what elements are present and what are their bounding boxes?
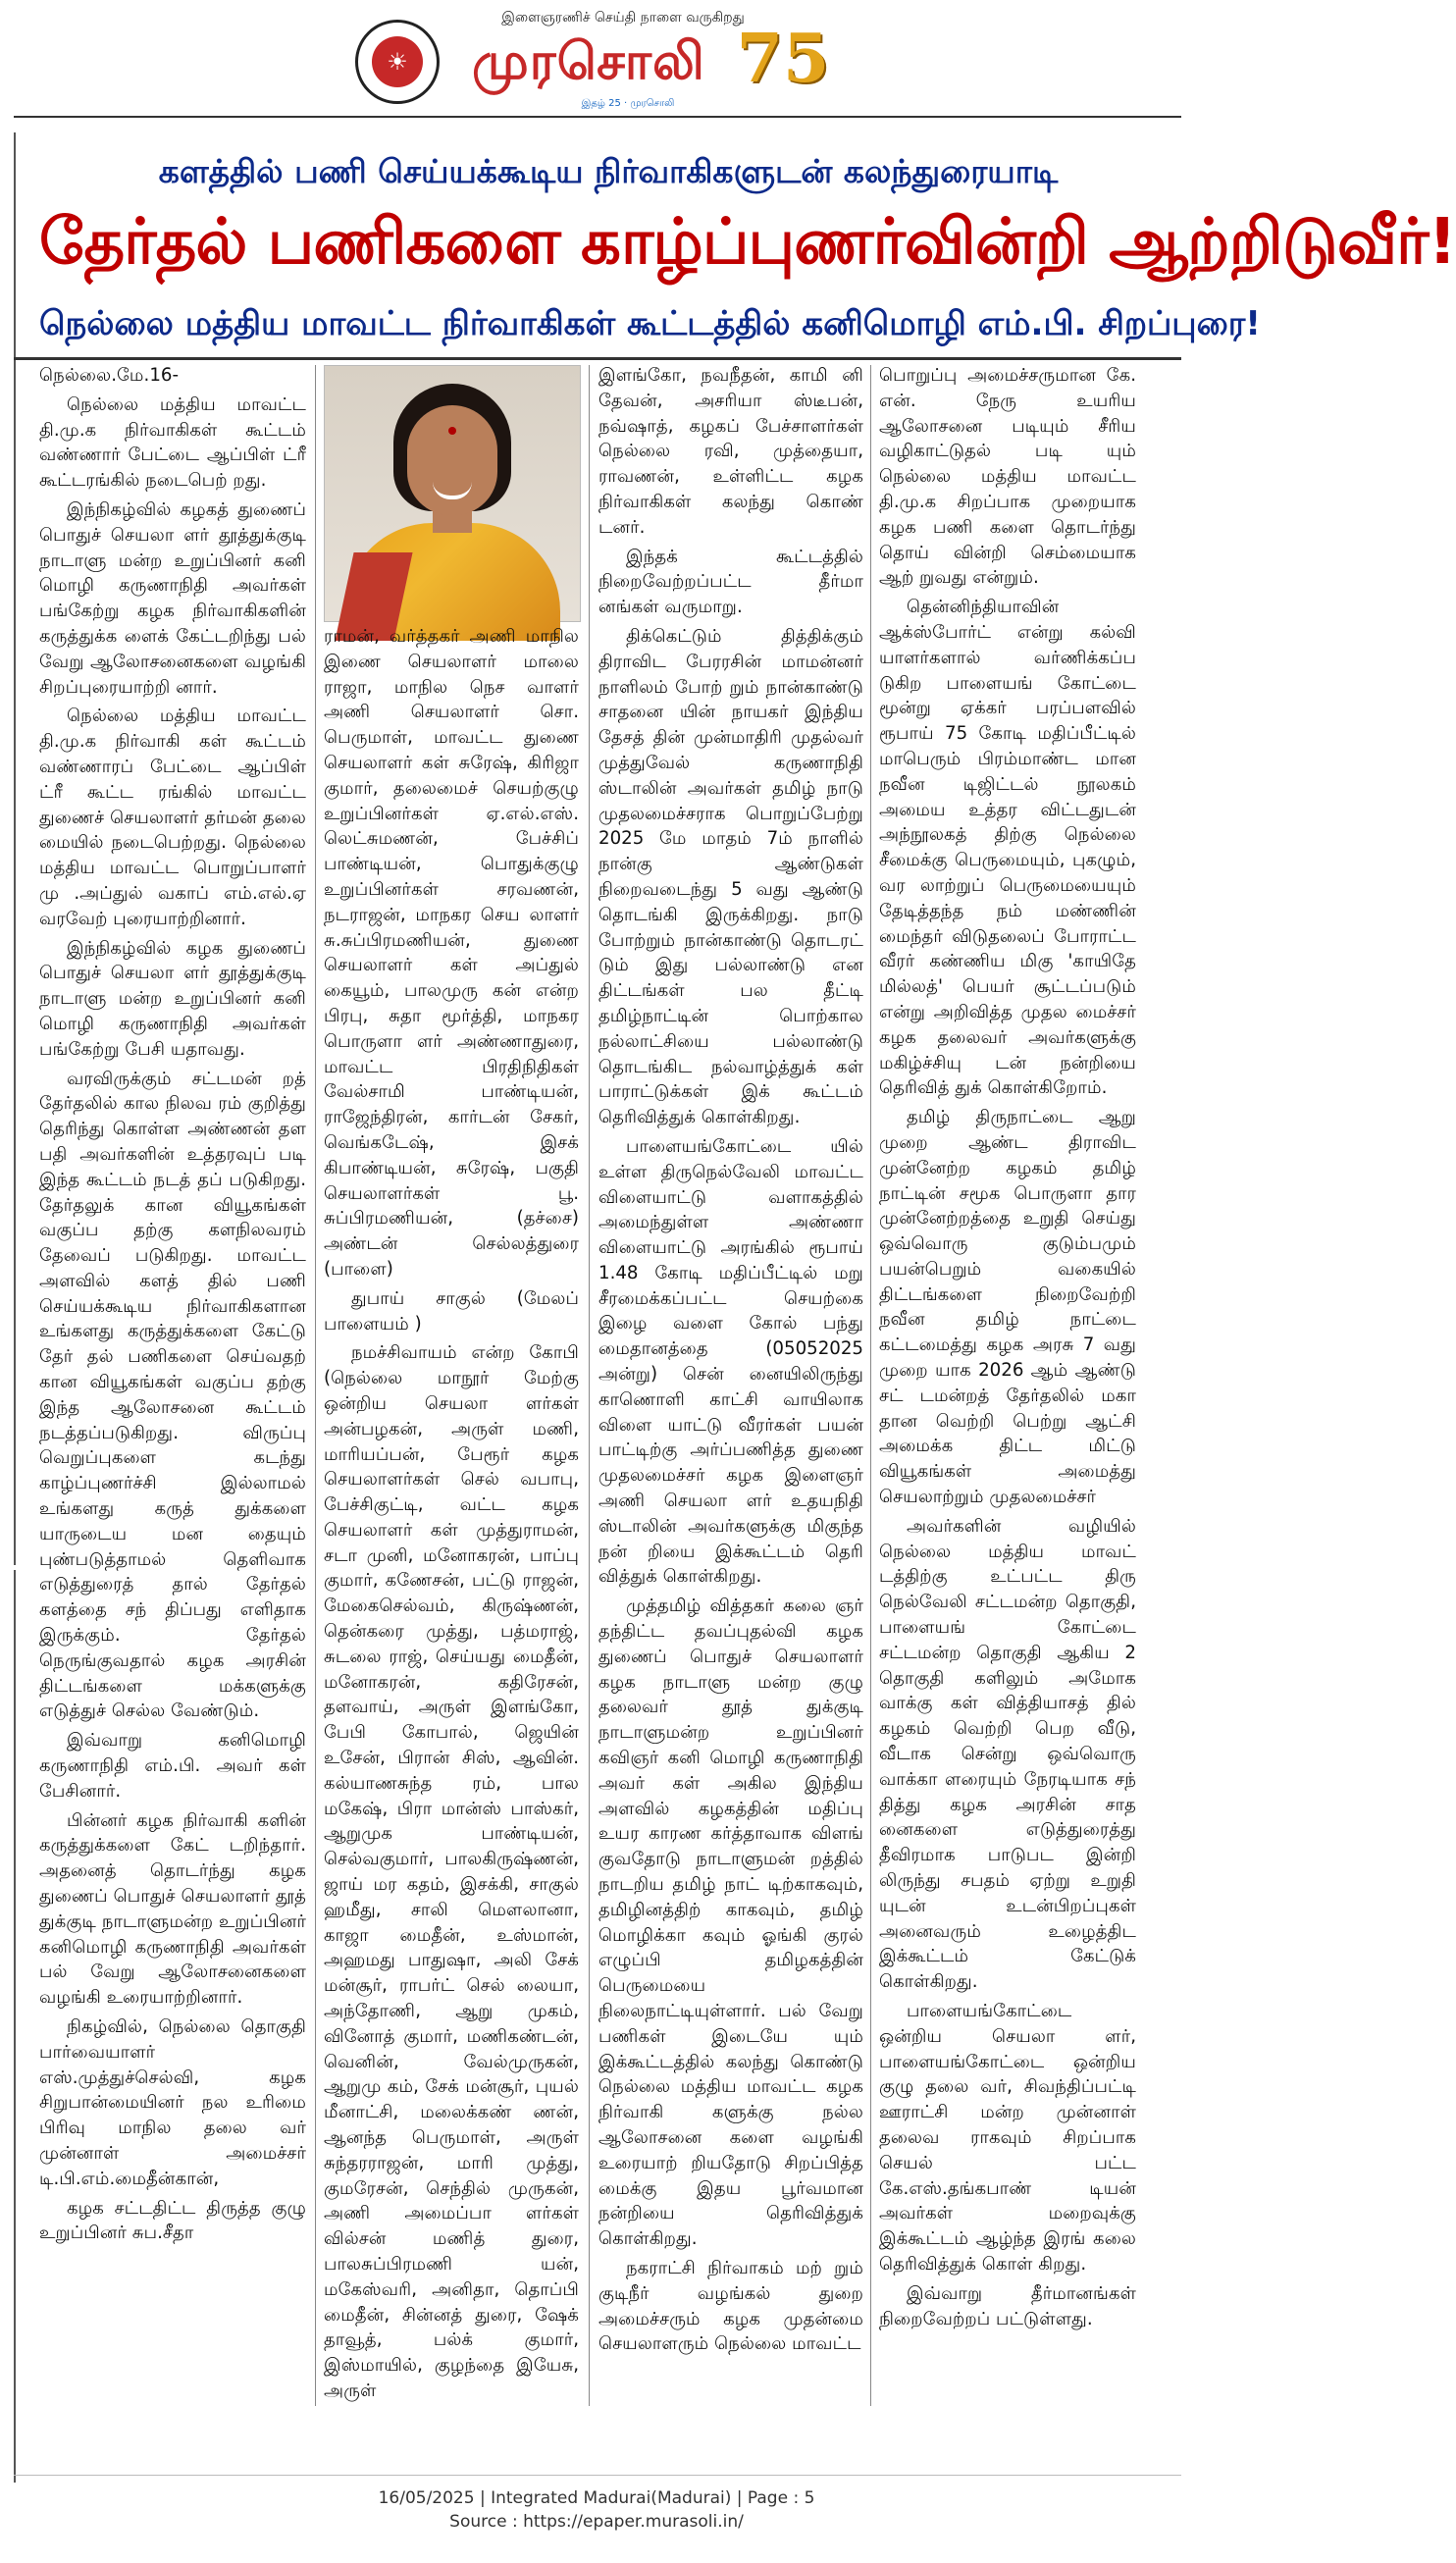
- paragraph: இவ்வாறு கனிமொழி கருணாநிதி எம்.பி. அவர் கள் பேசினார்.: [39, 1730, 306, 1802]
- footer-divider: [14, 2475, 1181, 2476]
- paragraph: கழக சட்டதிட்ட திருத்த குழு உறுப்பினர் சுப.சீதா: [39, 2197, 306, 2244]
- paragraph: பாளையங்கோட்டை யில் உள்ள திருநெல்வேலி மாவட்ட விளையாட்டு வளாகத்தில் அமைந்துள்ள அண்ணா விளையாட்டு அரங்கில் ரூபாய் 1.48 கோடி மதிப்பீட்டில் மறு சீரமைக்கப்பட்ட செயற்கை இழை வளை கோல் பந்து மைதானத்தை (05052025 அன்று) சென் னையிலிருந்து காணொளி காட்சி வாயிலாக விளை யாட்டு வீரர்கள் பயன் பாட்டிற்கு அர்ப்பணித்த துணை முதலமைச்சர் கழக இளைஞர் அணி செயலா ளர் உதயநிதி ஸ்டாலின் அவர்களுக்கு மிகுந்த நன் றியை இக்கூட்டம் தெரி வித்துக் கொள்கிறது.: [598, 1135, 863, 1588]
- left-column-edge: [0, 132, 16, 1565]
- dateline: நெல்லை.மே.16-: [39, 365, 180, 386]
- kanimozhi-photo: [324, 365, 581, 622]
- paragraph: இந்நிகழ்வில் கழக துணைப் பொதுச் செயலா ளர் தூத்துக்குடி நாடாளு மன்ற உறுப்பினர் கனி மொழி கருணாநிதி அவர்கள் பங்கேற்று பேசி யதாவது.: [39, 937, 306, 1060]
- paragraph: முத்தமிழ் வித்தகர் கலை ஞர் தந்திட்ட தவப்புதல்வி கழக துணைப் பொதுச் செயலாளர் கழக நாடாளு மன்ற குழு தலைவர் தூத் துக்குடி நாடாளுமன்ற உறுப்பினர் கவிஞர் கனி மொழி கருணாநிதி அவர் கள் அகில இந்திய அளவில் கழகத்தின் மதிப்பு உயர காரண கர்த்தாவாக விளங் குவதோடு நாடாளுமன் றத்தில் நாடறிய தமிழ் நாட் டிற்காகவும், தமிழினத்திற் காகவும், தமிழ் மொழிக்கா கவும் ஓங்கி குரல் எழுப்பி தமிழகத்தின் பெருமையை நிலைநாட்டியுள்ளார். பல் வேறு பணிகள் இடையே யும் இக்கூட்டத்தில் கலந்து கொண்டு நெல்லை மத்திய மாவட்ட கழக நிர்வாகி களுக்கு நல்ல ஆலோசனை களை வழங்கி உரையாற் றியதோடு சிறப்பித்த மைக்கு இதய பூர்வமான நன்றியை தெரிவித்துக் கொள்கிறது.: [598, 1595, 863, 2250]
- paragraph: திக்கெட்டும் தித்திக்கும் திராவிட பேரரசின் மாமன்னர் நாளிலம் போற் றும் நான்காண்டு சாதனை யின் நாயகர் இந்திய தேசத் தின் முன்மாதிரி முதல்வர் முத்துவேல் கருணாநிதி ஸ்டாலின் அவர்கள் தமிழ் நாடு முதலமைச்சராக பொறுப்பேற்று 2025 மே மாதம் 7ம் நாளில் நான்கு ஆண்டுகள் நிறைவடைந்து 5 வது ஆண்டு தொடங்கி இருக்கிறது. நாடு போற்றும் நான்காண்டு தொடரட் டும் இது பல்லாண்டு என திட்டங்கள் பல தீட்டி தமிழ்நாட்டின் பொற்கால நல்லாட்சியை பல்லாண்டு தொடங்கிட நல்வாழ்த்துக் கள் பாராட்டுக்கள் இக் கூட்டம் தெரிவித்துக் கொள்கிறது.: [598, 625, 863, 1128]
- anniversary-logo: [734, 10, 832, 108]
- headline-divider: [14, 357, 1181, 360]
- article-column-3: [598, 363, 863, 2361]
- left-column-edge-lower: [0, 1570, 16, 2483]
- anniversary-number: 75: [736, 20, 830, 98]
- article-column-1: [39, 363, 306, 2250]
- paragraph: வரவிருக்கும் சட்டமன் றத் தேர்தலில் கால நிலவ ரம் குறித்து தெரிந்து கொள்ள அண்ணன் தள பதி அவர்களின் உத்தரவுப் படி இந்த கூட்டம் நடத் தப் படுகிறது. தேர்தலுக் கான வியூகங்கள் வகுப்ப தற்கு களநிலவரம் தேவைப் படுகிறது. மாவட்ட அளவில் களத் தில் பணி செய்யக்கூடிய நிர்வாகிகளான உங்களது கருத்துக்களை கேட்டு தேர் தல் பணிகளை செய்வதற் கான வியூகங்கள் வகுப்ப தற்கு இந்த ஆலோசனை கூட்டம் நடத்தப்படுகிறது. விருப்பு வெறுப்புகளை கடந்து காழ்ப்புணர்ச்சி இல்லாமல் உங்களது கருத் துக்களை யாருடைய மன தையும் புண்படுத்தாமல் தெளிவாக எடுத்துரைத் தால் தேர்தல் களத்தை சந் திப்பது எளிதாக இருக்கும். தேர்தல் நெருங்குவதால் கழக அரசின் திட்டங்களை மக்களுக்கு எடுத்துச் செல்ல வேண்டும்.: [39, 1068, 306, 1722]
- paragraph: இந்நிகழ்வில் கழகத் துணைப் பொதுச் செயலா ளர் தூத்துக்குடி நாடாளு மன்ற உறுப்பினர் கனி மொழி கருணாநிதி அவர்கள் பங்கேற்று கழக நிர்வாகிகளின் கருத்துக்க ளைக் கேட்டறிந்து பல் வேறு ஆலோசனைகளை வழங்கி சிறப்புரையாற்றி னார்.: [39, 498, 306, 698]
- paragraph: ராமன், வர்த்தகர் அணி மாநில இணை செயலாளர் மாலை ராஜா, மாநில நெச வாளர் அணி செயலாளர் சொ. பெருமாள், மாவட்ட துணை செயலாளர் கள் சுரேஷ், கிரிஜா குமார், தலைமைச் செயற்குழு உறுப்பினர்கள் ஏ.எல்.எஸ். லெட்சுமணன், பேச்சிப் பாண்டியன், பொதுக்குழு உறுப்பினர்கள் சரவணன், நடராஜன், மாநகர செய லாளர் சு.சுப்பிரமணியன், துணை செயலாளர் கள் அப்துல் கையூம், பாலமுரு கன் என்ற பிரபு, சுதா மூர்த்தி, மாநகர பொருளா ளர் அண்ணாதுரை, மாவட்ட பிரதிநிதிகள் வேல்சாமி பாண்டியன், ராஜேந்திரன், கார்டன் சேகர், வெங்கடேஷ், இசக் கிபாண்டியன், சுரேஷ், பகுதி செயலாளர்கள் பூ. சுப்பிரமணியன், (தச்சை) அண்டன் செல்லத்துரை (பாளை): [324, 626, 579, 1280]
- page-footer: [0, 2488, 1193, 2532]
- footer-edition-info: 16/05/2025 | Integrated Madurai(Madurai) | Page : 5: [378, 2488, 815, 2508]
- paragraph: தென்னிந்தியாவின் ஆக்ஸ்போர்ட் என்று கல்வி யாளர்களால் வர்ணிக்கப்ப டுகிற பாளையங் கோட்டை மூன்று ஏக்கர் பரப்பளவில் ரூபாய் 75 கோடி மதிப்பீட்டில் மாபெரும் பிரம்மாண்ட மான நவீன டிஜிட்டல் நூலகம் அமைய உத்தர விட்டதுடன் அந்நூலகத் திற்கு நெல்லை சீமைக்கு பெருமையும், புகழும், வர லாற்றுப் பெருமையையும் தேடித்தந்த நம் மண்ணின் மைந்தர் விடுதலைப் போராட்ட வீரர் கண்ணிய மிகு 'காயிதே மில்லத்' பெயர் சூட்டப்படும் என்று அறிவித்த முதல மைச்சர் கழக தலைவர் அவர்களுக்கு மகிழ்ச்சியு டன் நன்றியை தெரிவித் துக் கொள்கிறோம்.: [879, 597, 1136, 1099]
- column-rule: [315, 365, 316, 2406]
- party-emblem-icon: ☀: [355, 20, 440, 104]
- column-rule: [589, 365, 590, 2406]
- paragraph: பாளையங்கோட்டை ஒன்றிய செயலா ளர், பாளையங்கோட்டை ஒன்றிய குழு தலை வர், சிவந்திப்பட்டி ஊராட்சி மன்ற முன்னாள் தலைவ ராகவும் சிறப்பாக செயல் பட்ட கே.எஸ்.தங்கபாண் டியன் அவர்கள் மறைவுக்கு இக்கூட்டம் ஆழ்ந்த இரங் கலை தெரிவித்துக் கொள் கிறது.: [879, 2001, 1136, 2275]
- footer-source-link[interactable]: Source : https://epaper.murasoli.in/: [449, 2512, 744, 2532]
- paragraph: நமச்சிவாயம் என்ற கோபி (நெல்லை மாநூர் மேற்கு ஒன்றிய செயலா ளர்கள் அன்பழகன், அருள் மணி, மாரியப்பன், பேரூர் கழக செயலாளர்கள் செல் வபாபு, பேச்சிகுட்டி, வட்ட கழக செயலாளர் கள் முத்துராமன், சடா முனி, மனோகரன், பாப்பு குமார், கணேசன், பட்டு ராஜன், மேகைசெல்வம், கிருஷ்ணன், தென்கரை முத்து, பத்மராஜ், சுடலை ராஜ், செய்யது மைதீன், மனோகரன், கதிரேசன், தளவாய், அருள் இளங்கோ, பேபி கோபால், ஜெயின் உசேன், பிரான் சிஸ், ஆவின். கல்யாணசுந்த ரம், பால மகேஷ், பிரா மான்ஸ் பாஸ்கர், ஆறுமுக பாண்டியன், செல்வகுமார், பாலகிருஷ்ணன், ஜாய் மர கதம், இசக்கி, சாகுல் ஹமீது, சாலி மௌலானா, காஜா மைதீன், உஸ்மான், அஹமது பாதுஷா, அலி சேக் மன்சூர், ராபர்ட் செல் லையா, அந்தோணி, ஆறு முகம், வினோத் குமார், மணிகண்டன், வெனின், வேல்முருகன், ஆறுமு கம், சேக் மன்சூர், புயல் மீனாட்சி, மலைக்கண் ணன், ஆனந்த பெருமாள், அருள் சுந்தரராஜன், மாரி முத்து, குமரேசன், செந்தில் முருகன், அணி அமைப்பா ளர்கள் வில்சன் மணித் துரை, பாலசுப்பிரமணி யன், மகேஸ்வரி, அனிதா, தொப்பி மைதீன், சின்னத் துரை, ஷேக் தாவூத், பல்க் குமார், இஸ்மாயில், குழந்தை இயேசு, அருள்: [324, 1342, 579, 2401]
- article-subhead: நெல்லை மத்திய மாவட்ட நிர்வாகிகள் கூட்டத்தில் கனிமொழி எம்.பி. சிறப்புரை!: [39, 304, 1261, 343]
- paragraph: நகராட்சி நிர்வாகம் மற் றும் குடிநீர் வழங்கல் துறை அமைச்சரும் கழக முதன்மை செயலாளரும் நெல்லை மாவட்ட: [598, 2257, 863, 2355]
- newspaper-name: முரசொலி: [472, 31, 705, 91]
- masthead: [0, 0, 1193, 116]
- paragraph: நெல்லை மத்திய மாவட்ட தி.மு.க நிர்வாகிகள் கூட்டம் வண்ணார் பேட்டை ஆப்பிள் ட்ரீ கூட்டரங்கில் நடைபெற் றது.: [39, 393, 306, 492]
- paragraph: பொறுப்பு அமைச்சருமான கே. என். நேரு உயரிய ஆலோசனை படியும் சீரிய வழிகாட்டுதல் படி யும் நெல்லை மத்திய மாவட்ட தி.மு.க சிறப்பாக முறையாக கழக பணி களை தொடர்ந்து தொய் வின்றி செம்மையாக ஆற் றுவது என்றும்.: [879, 365, 1136, 589]
- paragraph: இளங்கோ, நவநீதன், காமி னி தேவன், அசரியா ஸ்டீபன், நவ்ஷாத், கழகப் பேச்சாளர்கள் நெல்லை ரவி, முத்தையா, ராவணன், உள்ளிட்ட கழக நிர்வாகிகள் கலந்து கொண் டனர்.: [598, 365, 863, 538]
- paragraph: துபாய் சாகுல் (மேலப் பாளையம் ): [324, 1287, 579, 1334]
- article-kicker: களத்தில் பணி செய்யக்கூடிய நிர்வாகிகளுடன் கலந்துரையாடி: [158, 152, 1059, 190]
- paragraph: நெல்லை மத்திய மாவட்ட தி.மு.க நிர்வாகி கள் கூட்டம் வண்ணாரப் பேட்டை ஆப்பிள் ட்ரீ கூட்ட ரங்கில் மாவட்ட துணைச் செயலாளர் தர்மன் தலை மையில் நடைபெற்றது. நெல்லை மத்திய மாவட்ட பொறுப்பாளர் மு .அப்துல் வகாப் எம்.எல்.ஏ வரவேற் புரையாற்றினார்.: [39, 706, 306, 929]
- masthead-subline: இதழ் 25 · முரசொலி: [581, 98, 675, 109]
- paragraph: நிகழ்வில், நெல்லை தொகுதி பார்வையாளர் எஸ்.முத்துச்செல்வி, கழக சிறுபான்மையினர் நல உரிமை பிரிவு மாநில தலை வர் முன்னாள் அமைச்சர் டி.பி.எம்.மைதீன்கான்,: [39, 2016, 306, 2189]
- masthead-divider: [14, 116, 1181, 118]
- paragraph: தமிழ் திருநாட்டை ஆறு முறை ஆண்ட திராவிட முன்னேற்ற கழகம் தமிழ் நாட்டின் சமூக பொருளா தார முன்னேற்றத்தை உறுதி செய்து ஒவ்வொரு குடும்பமும் பயன்பெறும் வகையில் திட்டங்களை நிறைவேற்றி நவீன தமிழ் நாட்டை கட்டமைத்து கழக அரசு 7 வது முறை யாக 2026 ஆம் ஆண்டு சட் டமன்றத் தேர்தலில் மகா தான வெற்றி பெற்று ஆட்சி அமைக்க திட்ட மிட்டு வியூகங்கள் அமைத்து செயலாற்றும் முதலமைச்சர்: [879, 1107, 1136, 1508]
- article-column-2: [324, 624, 579, 2408]
- column-rule: [870, 365, 871, 2406]
- article-column-4: [879, 363, 1136, 2335]
- paragraph: பின்னர் கழக நிர்வாகி களின் கருத்துக்களை கேட் டறிந்தார். அதனைத் தொடர்ந்து கழக துணைப் பொதுச் செயலாளர் தூத் துக்குடி நாடாளுமன்ற உறுப்பினர் கனிமொழி கருணாநிதி அவர்கள் பல் வேறு ஆலோசனைகளை வழங்கி உரையாற்றினார்.: [39, 1809, 306, 2009]
- paragraph: அவர்களின் வழியில் நெல்லை மத்திய மாவட் டத்திற்கு உட்பட்ட திரு நெல்வேலி சட்டமன்ற தொகுதி, பாளையங் கோட்டை சட்டமன்ற தொகுதி ஆகிய 2 தொகுதி களிலும் அமோக வாக்கு கள் வித்தியாசத் தில் கழகம் வெற்றி பெற வீடு, வீடாக சென்று ஒவ்வொரு வாக்கா ளரையும் நேரடியாக சந் தித்து கழக அரசின் சாத னைகளை எடுத்துரைத்து தீவிரமாக பாடுபட இன்றி லிருந்து சபதம் ஏற்று உறுதி யுடன் உடன்பிறப்புகள் அனைவரும் உழைத்திட இக்கூட்டம் கேட்டுக் கொள்கிறது.: [879, 1515, 1136, 1993]
- masthead-tagline: இளைஞரணிச் செய்தி நாளை வருகிறது: [501, 10, 745, 26]
- paragraph: இவ்வாறு தீர்மானங்கள் நிறைவேற்றப் பட்டுள்ளது.: [879, 2282, 1136, 2329]
- article-headline: தேர்தல் பணிகளை காழ்ப்புணர்வின்றி ஆற்றிடுவீர்!: [39, 206, 1456, 279]
- paragraph: இந்தக் கூட்டத்தில் நிறைவேற்றப்பட்ட தீர்மா னங்கள் வருமாறு.: [598, 546, 863, 618]
